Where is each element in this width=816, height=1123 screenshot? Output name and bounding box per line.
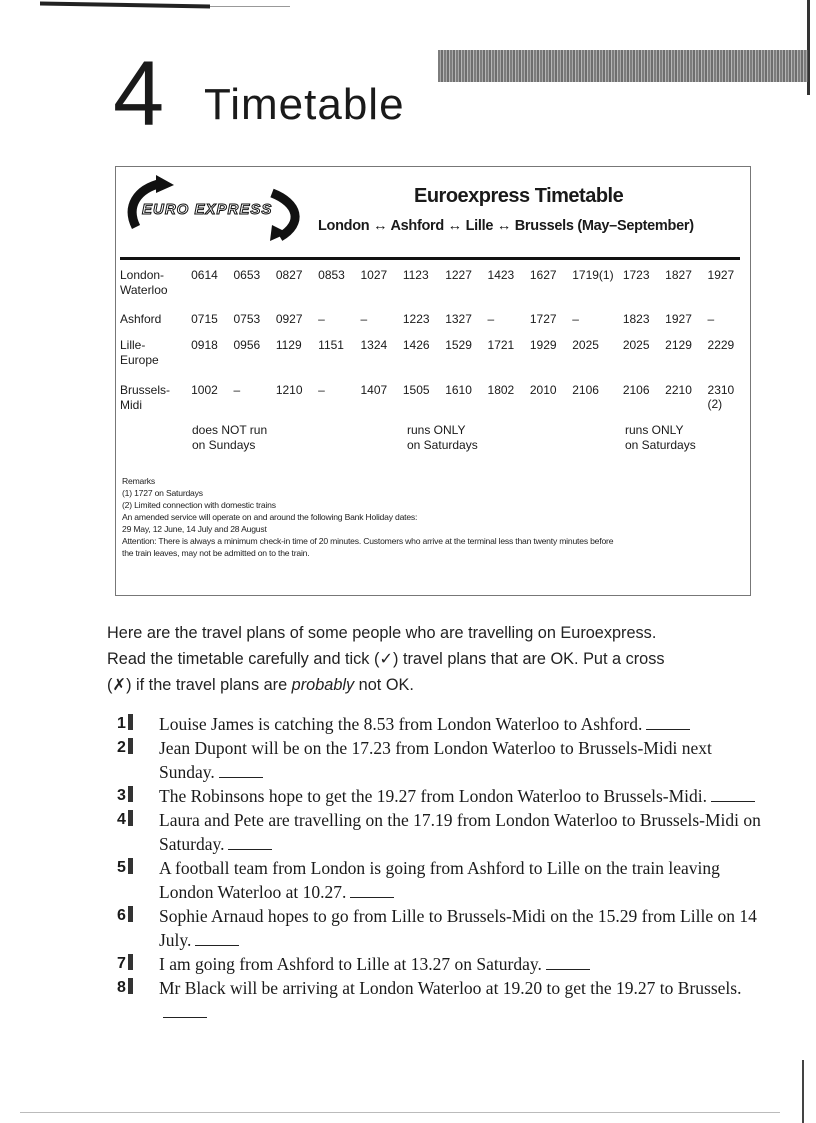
departure-time: 1505: [402, 383, 430, 397]
timetable-box: [115, 166, 751, 596]
exercise-item: [112, 712, 762, 736]
item-number: 6: [117, 904, 133, 928]
remark-4: 29 May, 12 June, 14 July and 28 August: [122, 524, 267, 534]
departure-time: 1610: [445, 383, 472, 397]
station-name: London- Waterloo: [120, 268, 168, 297]
departure-time: 0918: [191, 338, 218, 352]
remark-6: the train leaves, may not be admitted on to the train.: [122, 548, 310, 558]
departure-time: 1027: [360, 268, 388, 282]
item-text: Louise James is catching the 8.53 from London Waterloo to Ashford.: [159, 714, 643, 734]
departure-time: 0956: [233, 338, 261, 352]
item-text: A football team from London is going from Ashford to Lille on the train leaving London Waterloo at 10.27.: [159, 858, 720, 902]
departure-time: 1324: [360, 338, 388, 352]
exercise-item: [112, 784, 762, 808]
remark-3: An amended service will operate on and around the following Bank Holiday dates:: [122, 512, 418, 522]
departure-time: 1210: [275, 383, 303, 397]
departure-time: –: [487, 312, 495, 326]
timetable-row: [120, 312, 750, 338]
departure-time: 2010: [529, 383, 557, 397]
departure-time: –: [572, 312, 579, 326]
departure-time: 1721: [487, 338, 515, 352]
departure-time: 1927: [707, 268, 735, 282]
departure-time: –: [233, 383, 241, 397]
departure-time: 1723: [622, 268, 650, 282]
departure-time: 0715: [191, 312, 218, 326]
item-number: 2: [117, 736, 133, 760]
item-text: Laura and Pete are travelling on the 17.19 from London Waterloo to Brussels-Midi on Saturday.: [159, 810, 761, 854]
answer-blank[interactable]: [646, 715, 690, 730]
item-text: Mr Black will be arriving at London Waterloo at 19.20 to get the 19.27 to Brussels.: [159, 978, 742, 998]
departure-time: 1123: [402, 268, 429, 282]
timetable-title: Euroexpress Timetable: [414, 185, 624, 207]
exercise-item: [112, 856, 762, 904]
remark-5: Attention: There is always a minimum check-in time of 20 minutes. Customers who arrive at the terminal less than twenty minutes before: [122, 536, 614, 546]
item-number: 8: [117, 976, 133, 1000]
euroexpress-logo: [122, 173, 318, 243]
remarks: [122, 475, 744, 559]
item-number: 5: [117, 856, 133, 880]
departure-time: 1529: [445, 338, 472, 352]
chapter-number: 4: [113, 43, 165, 145]
item-text: The Robinsons hope to get the 19.27 from London Waterloo to Brussels-Midi.: [159, 786, 708, 806]
departure-time: 2025: [572, 338, 599, 352]
timetable-route: London ↔ Ashford ↔ Lille ↔ Brussels (May–September): [318, 218, 694, 234]
departure-time: 0827: [275, 268, 303, 282]
exercise-items: [112, 712, 762, 1024]
exercise-item: [112, 952, 762, 976]
note-saturdays-1: runs ONLY on Saturdays: [407, 423, 478, 452]
timetable-rule: [120, 257, 740, 260]
exercise-item: [112, 976, 762, 1024]
instructions-line-3-b: not OK.: [354, 676, 414, 694]
answer-blank[interactable]: [195, 931, 239, 946]
station-name: Lille- Europe: [120, 338, 159, 367]
answer-blank[interactable]: [350, 883, 394, 898]
departure-time: 1151: [318, 338, 344, 352]
item-number: 4: [117, 808, 133, 832]
departure-time: 2106: [572, 383, 599, 397]
answer-blank[interactable]: [163, 1003, 207, 1018]
instructions-line-3-a: (✗) if the travel plans are: [107, 676, 292, 694]
departure-time: 1823: [622, 312, 650, 326]
timetable-row: [120, 383, 750, 414]
departure-time: 1929: [529, 338, 557, 352]
exercise-item: [112, 808, 762, 856]
item-text: Sophie Arnaud hopes to go from Lille to Brussels-Midi on the 15.29 from Lille on 14 July.: [159, 906, 757, 950]
departure-time: 1802: [487, 383, 515, 397]
departure-time: 1223: [402, 312, 430, 326]
chapter-title: Timetable: [204, 80, 405, 129]
exercise-item: [112, 736, 762, 784]
departure-time: 2310 (2): [707, 383, 735, 411]
scan-artifact-top-thin: [210, 6, 290, 7]
instructions: [107, 620, 747, 698]
answer-blank[interactable]: [228, 835, 272, 850]
station-name: Brussels- Midi: [120, 383, 171, 412]
scan-artifact-top: [40, 2, 210, 9]
answer-blank[interactable]: [546, 955, 590, 970]
departure-time: 1407: [360, 383, 388, 397]
departure-time: 2129: [665, 338, 692, 352]
remark-1: (1) 1727 on Saturdays: [122, 488, 203, 498]
departure-time: 1129: [275, 338, 302, 352]
departure-time: 2229: [707, 338, 735, 352]
departure-time: 1327: [445, 312, 472, 326]
departure-time: 2106: [622, 383, 650, 397]
departure-time: –: [318, 383, 325, 397]
departure-time: 2210: [665, 383, 692, 397]
departure-time: 1827: [665, 268, 692, 282]
departure-time: 1927: [665, 312, 692, 326]
instructions-emphasis: probably: [291, 676, 355, 694]
departure-time: 1002: [191, 383, 218, 397]
scan-artifact-right-bottom: [802, 1060, 804, 1123]
scan-artifact-bottom: [20, 1112, 780, 1113]
instructions-line-1: Here are the travel plans of some people who are travelling on Euroexpress.: [107, 624, 657, 642]
departure-time: 1426: [402, 338, 430, 352]
instructions-line-2: Read the timetable carefully and tick (✓) travel plans that are OK. Put a cross: [107, 650, 665, 668]
timetable-row: [120, 268, 750, 312]
departure-time: 1227: [445, 268, 472, 282]
note-sundays: does NOT run on Sundays: [192, 423, 268, 452]
departure-time: 0614: [191, 268, 218, 282]
departure-time: 1727: [529, 312, 557, 326]
departure-time: –: [360, 312, 368, 326]
timetable-row: [120, 338, 750, 383]
remarks-heading: Remarks: [122, 476, 155, 486]
departure-time: 0927: [275, 312, 303, 326]
departure-time: 1627: [529, 268, 557, 282]
item-number: 7: [117, 952, 133, 976]
instructions-line-3: [107, 672, 747, 698]
scan-artifact-header-band: [438, 50, 808, 82]
item-text: I am going from Ashford to Lille at 13.27 on Saturday.: [159, 954, 542, 974]
departure-time: 1719(1): [572, 268, 614, 282]
item-text: Jean Dupont will be on the 17.23 from London Waterloo to Brussels-Midi next Sunday.: [159, 738, 712, 782]
departure-time: –: [707, 312, 715, 326]
remark-2: (2) Limited connection with domestic trains: [122, 500, 276, 510]
departure-time: 2025: [622, 338, 650, 352]
departure-time: 0853: [318, 268, 345, 282]
departure-time: 0753: [233, 312, 261, 326]
departure-time: 1423: [487, 268, 515, 282]
exercise-item: [112, 904, 762, 952]
answer-blank[interactable]: [711, 787, 755, 802]
station-name: Ashford: [120, 312, 162, 326]
timetable-table: [120, 268, 750, 414]
item-number: 1: [117, 712, 133, 736]
departure-time: 0653: [233, 268, 261, 282]
logo-text: EURO EXPRESS: [142, 201, 273, 218]
departure-time: –: [318, 312, 325, 326]
answer-blank[interactable]: [219, 763, 263, 778]
note-saturdays-2: runs ONLY on Saturdays: [625, 423, 696, 452]
item-number: 3: [117, 784, 133, 808]
